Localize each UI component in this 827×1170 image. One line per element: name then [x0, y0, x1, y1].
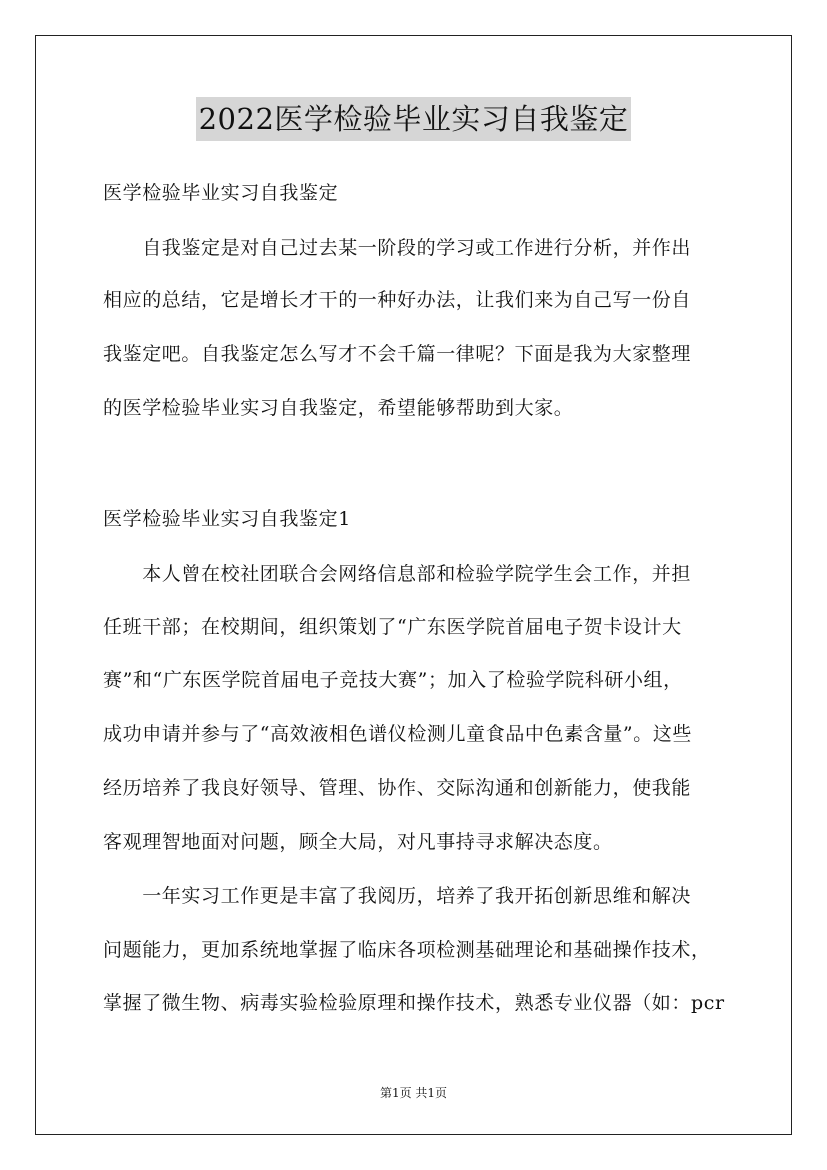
- title-container: [0, 97, 827, 141]
- paragraph-line: 掌握了微生物、病毒实验检验原理和操作技术，熟悉专业仪器（如：pcr: [103, 992, 725, 1014]
- paragraph-line: 我鉴定吧。自我鉴定怎么写才不会千篇一律呢？下面是我为大家整理: [103, 343, 692, 365]
- paragraph-line: 自我鉴定是对自己过去某一阶段的学习或工作进行分析，并作出: [103, 237, 692, 259]
- page-footer: 第1页 共1页: [379, 1086, 448, 1100]
- paragraph-line: 客观理智地面对问题，顾全大局，对凡事持寻求解决态度。: [103, 831, 613, 853]
- paragraph-line: 赛”和“广东医学院首届电子竞技大赛”；加入了检验学院科研小组，: [103, 669, 683, 691]
- paragraph-line: 本人曾在校社团联合会网络信息部和检验学院学生会工作，并担: [103, 563, 692, 585]
- paragraph-line: 经历培养了我良好领导、管理、协作、交际沟通和创新能力，使我能: [103, 777, 692, 799]
- paragraph-line: 的医学检验毕业实习自我鉴定，希望能够帮助到大家。: [103, 397, 574, 419]
- paragraph-line: 问题能力，更加系统地掌握了临床各项检测基础理论和基础操作技术，: [103, 939, 711, 961]
- document-title: 2022医学检验毕业实习自我鉴定: [196, 97, 632, 141]
- section-heading: 医学检验毕业实习自我鉴定1: [103, 508, 351, 530]
- section-heading: 医学检验毕业实习自我鉴定: [103, 182, 339, 204]
- paragraph-line: 成功申请并参与了“高效液相色谱仪检测儿童食品中色素含量”。这些: [103, 723, 693, 745]
- paragraph-line: 任班干部；在校期间，组织策划了“广东医学院首届电子贺卡设计大: [103, 616, 682, 638]
- paragraph-line: 一年实习工作更是丰富了我阅历，培养了我开拓创新思维和解决: [103, 885, 692, 907]
- paragraph-line: 相应的总结，它是增长才干的一种好办法，让我们来为自己写一份自: [103, 289, 692, 311]
